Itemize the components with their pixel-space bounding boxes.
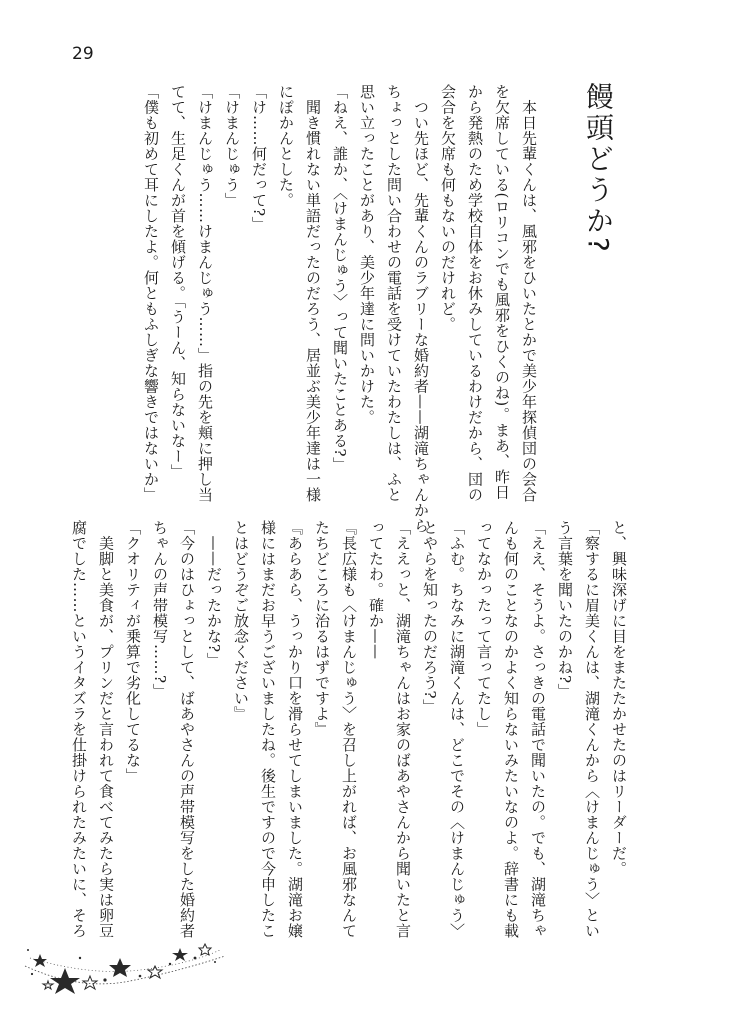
text-line: 「ふむ。ちなみに湖滝くんは、どこでその〈けまんじゅう〉: [448, 520, 466, 939]
text-line: ってなかったって言ってたし」: [475, 520, 493, 737]
text-line: 会合を欠席も何もないのだけれど。: [439, 84, 457, 332]
text-line: 「察するに眉美くんは、湖滝くんから〈けまんじゅう〉とい: [583, 520, 601, 939]
text-line: 美脚と美食が、プリンだと言われて食べてみたら実は卵豆: [97, 520, 115, 939]
text-line: 「ええっと、湖滝ちゃんはお家のばあやさんから聞いたと言: [394, 520, 412, 939]
star-decoration-icon: [20, 936, 230, 1006]
text-line: とはどうぞご放念ください』: [232, 520, 250, 722]
text-line: 腐でした……というイタズラを仕掛けられたみたいに、そろ: [70, 520, 88, 939]
text-line: にぽかんとした。: [277, 84, 295, 208]
text-line: 聞き慣れない単語だったのだろう、居並ぶ美少年達は一様: [304, 84, 322, 503]
text-line: 「けまんじゅう……けまんじゅう……」指の先を頬に押し当: [196, 84, 214, 503]
text-line: 「けまんじゅう」: [223, 84, 241, 208]
chapter-title: 饅頭どうか?: [582, 82, 615, 255]
text-line: つい先ほど、先輩くんのラブリーな婚約者——湖滝ちゃんから: [412, 84, 430, 534]
text-line: と、興味深げに目をまたたかせたのはリーダーだ。: [610, 520, 628, 877]
text-line: んも何のことなのかよく知らないみたいなのよ。辞書にも載: [502, 520, 520, 939]
text-line: てて、生足くんが首を傾げる。「うーん、知らないなー」: [169, 84, 187, 480]
text-line: 『あらあら、うっかり口を滑らせてしまいました。湖滝お嬢: [286, 520, 304, 939]
text-line: 「ねえ、誰か、〈けまんじゅう〉って聞いたことある?」: [331, 84, 349, 473]
text-line: 「クオリティが乗算で劣化してるな」: [124, 520, 142, 784]
text-line: ちゃんの声帯模写……?」: [151, 520, 169, 700]
text-line: とやらを知ったのだろう?」: [421, 520, 439, 715]
text-block-bottom: [65, 520, 632, 939]
text-line: う言葉を聞いたのかね?」: [556, 520, 574, 700]
text-line: を欠席している(ロリコンでも風邪をひくのね)。まあ、昨日: [493, 84, 511, 500]
text-line: たちどころに治るはずですよ』: [313, 520, 331, 737]
text-line: 「今のはひょっとして、ばあやさんの声帯模写をした婚約者: [178, 520, 196, 939]
text-line: ちょっとした問い合わせの電話を受けていたわたしは、ふと: [385, 84, 403, 503]
text-line: 「ええ、そうよ。さっきの電話で聞いたの。でも、湖滝ちゃ: [529, 520, 547, 939]
text-line: 思い立ったことがあり、美少年達に問いかけた。: [358, 84, 376, 425]
text-line: ってたわ。確か——: [367, 520, 385, 660]
text-line: ——だったかな?」: [205, 520, 223, 669]
text-line: 「僕も初めて耳にしたよ。何ともふしぎな響きではないか」: [142, 84, 160, 503]
text-line: 本日先輩くんは、風邪をひいたとかで美少年探偵団の会合: [520, 84, 538, 503]
text-block-top: [137, 84, 542, 534]
page-number: 29: [72, 44, 94, 64]
text-line: から発熱のため学校自体をお休みしているわけだから、団の: [466, 84, 484, 503]
text-line: 様にはまだお早うございましたね。後生ですので今申したこ: [259, 520, 277, 939]
text-line: 『長広様も〈けまんじゅう〉を召し上がれば、お風邪なんて: [340, 520, 358, 939]
text-line: 「け……何だって?」: [250, 84, 268, 233]
